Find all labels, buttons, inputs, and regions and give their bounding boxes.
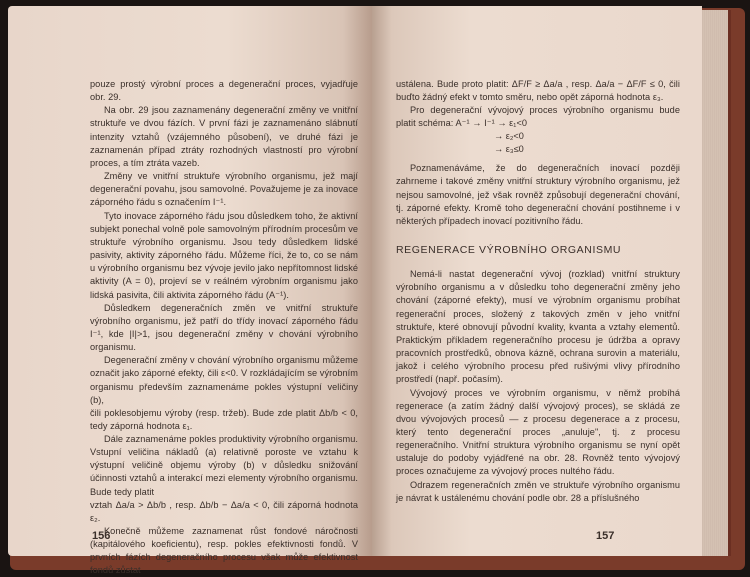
paragraph: Vývojový proces ve výrobním organismu, v němž probíhá regenerace (a zatím žádný další vývojový proces), se skládá ze dvou vývojových procesů — z procesu degenerace a z procesu, který tento degenerační proces „anuluje", tj. z procesu regeneračního. Vnitřní struktura výrobního organismu se nyní opět ustaluje do podoby vyjádřené na obr. 28. Rovněž tento vývojový proces označujeme za vývojový proces nultého řádu.	[396, 387, 680, 477]
paragraph: Poznamenáváme, že do degeneračních inovací později zahrneme i takové změny vnitřní struktury výrobního organismu, jež nejsou samovolné, jež však rovněž způsobují degenerační chování, tj. záporné efekty. Kromě toho degenerační chování postihneme i v některých případech inovací pozitivního řádu.	[396, 163, 680, 226]
section-heading: REGENERACE VÝROBNÍHO ORGANISMU	[396, 244, 622, 257]
page-edges	[702, 10, 731, 556]
paragraph: Pro degenerační vývojový proces výrobního organismu bude platit schéma: A⁻¹ → I⁻¹ → ε₁<0	[396, 105, 680, 129]
paragraph: Odrazem regeneračních změn ve struktuře výrobního organismu je návrat k ustálenému chování podle obr. 28 a příslušného	[396, 479, 680, 503]
scheme-line: → ε₃≤0	[494, 144, 524, 155]
formula-line: vztah Δa/a > Δb/b , resp. Δb/b − Δa/a < 0, čili záporná hodnota ε₂.	[90, 499, 358, 523]
right-page	[372, 6, 702, 556]
paragraph: Důsledkem degeneračních změn ve vnitřní struktuře výrobního organismu, jež patří do třídy inovací záporného řádu I⁻¹, kde |I|>1, jsou degenerační změny v chování výrobního organismu.	[90, 302, 358, 353]
formula-line: čili poklesobjemu výroby (resp. tržeb). Bude zde platit Δb/b < 0, tedy záporná hodnota ε₁.	[90, 407, 358, 431]
page-number: 156	[92, 530, 111, 542]
paragraph: Konečně můžeme zaznamenat růst fondové náročnosti (kapitálového koeficientu), resp. pokles efektivnosti fondů. V prvních fázích degeneračního procesu však může efektivnost fondů zůstat	[90, 525, 358, 576]
paragraph: Degenerační změny v chování výrobního organismu můžeme označit jako záporné efekty, čili ε<0. V rozkládajícím se výrobním organismu především zaznamenáme pokles výstupní veličiny (b),	[90, 355, 358, 405]
paragraph: Tyto inovace záporného řádu jsou důsledkem toho, že aktivní subjekt ponechal volně pole samovolným přírodním procesům ve struktuře výrobního organismu. Jsou tedy důsledkem lidské pasivity, aktivity záporného řádu. Můžeme říci, že to, co se nám u výrobního organismu bez vývoje jevilo jako nepřítomnost lidské aktivity (A = 0), projeví se v reálném výrobním organismu jako lidská pasivita, čili aktivita záporného řádu (A⁻¹).	[90, 210, 358, 300]
paragraph: pouze prostý výrobní proces a degenerační proces, vyjadřuje obr. 29.	[90, 79, 358, 103]
paragraph: Dále zaznamenáme pokles produktivity výrobního organismu. Vstupní veličina nákladů (a) relativně poroste ve vztahu k výstupní veličině objemu výroby (b) v důsledku snižování účinnosti vztahů a interakcí mezi elementy výrobního organismu. Bude tedy platit	[90, 433, 358, 497]
paragraph: Změny ve vnitřní struktuře výrobního organismu, jež mají degenerační povahu, jsou samovolné. Považujeme je za inovace záporného řádu s označením I⁻¹.	[90, 171, 358, 208]
paragraph: Nemá-li nastat degenerační vývoj (rozklad) vnitřní struktury výrobního organismu a v důsledku toho degenerační změny jeho chování (záporné efekty), musí ve výrobním organismu probíhat regenerační proces, složený z takových změn v jeho vnitřní struktuře, které obnovují původní kvality, kvanta a vztahy elementů. Praktickým příkladem regeneračního procesu je údržba a opravy pracovních prostředků, obnova kázně, ochrana surovin a materiálu, jakož i celého výrobního procesu před rušivými vlivy přírodního prostředí (např. počasím).	[396, 269, 680, 385]
formula-line: ustálena. Bude proto platit: ΔF/F ≥ Δa/a , resp. Δa/a − ΔF/F ≤ 0, čili buďto žádný efekt v tomto směru, nebo opět záporná hodnota ε₃.	[396, 79, 680, 102]
scheme-line: → ε₂<0	[494, 131, 524, 142]
page-number: 157	[596, 530, 615, 542]
paragraph: Na obr. 29 jsou zaznamenány degenerační změny ve vnitřní struktuře ve dvou fázích. V první fázi je zaznamenáno slábnutí intenzity vztahů (vzájemného působení), ve druhé fázi je zaznamenán případ ztráty rozhodných vlastností pro výrobní proces, a tím ztráta vazeb.	[90, 105, 358, 168]
left-page	[8, 6, 372, 576]
